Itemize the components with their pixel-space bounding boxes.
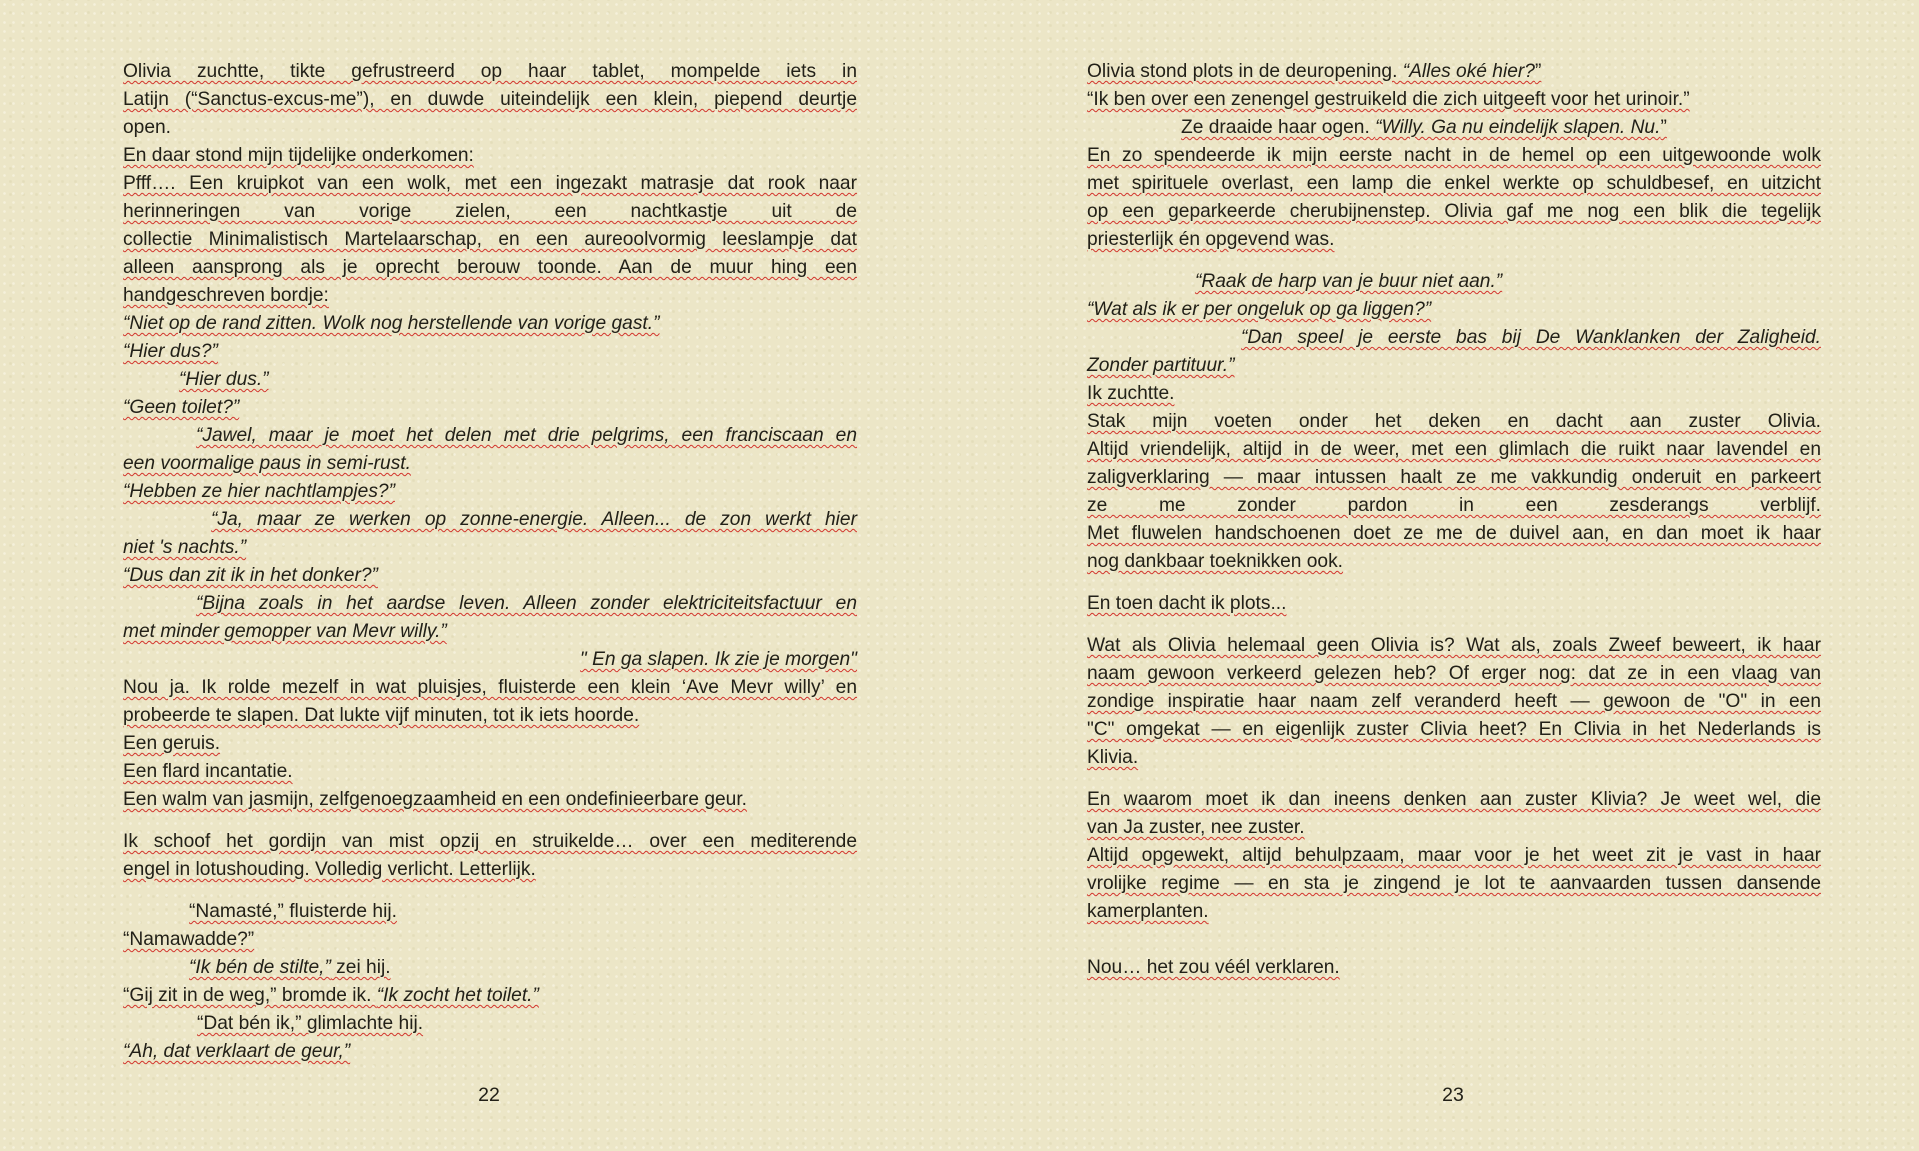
text-line: alleen aansprong als je oprecht berouw toonde. Aan de muur hing een bbox=[123, 257, 857, 278]
text-line: Olivia zuchtte, tikte gefrustreerd op haar tablet, mompelde iets in bbox=[123, 61, 857, 82]
text-line: Altijd opgewekt, altijd behulpzaam, maar voor je het weet zit je vast in haar bbox=[1087, 845, 1821, 866]
text-fragment: “Gij zit in de weg,” bromde ik. bbox=[123, 985, 377, 1006]
text-line: open. bbox=[123, 117, 172, 138]
text-line: “Niet op de rand zitten. Wolk nog herstellende van vorige gast.” bbox=[123, 313, 660, 334]
text-fragment: ” bbox=[1660, 117, 1667, 138]
text-line: kamerplanten. bbox=[1087, 901, 1209, 922]
text-line: Latijn (“Sanctus-excus-me”), en duwde uiteindelijk een klein, piepend deurtje bbox=[123, 89, 857, 110]
paragraph-gap bbox=[1087, 926, 1821, 940]
text-line: handgeschreven bordje: bbox=[123, 285, 329, 306]
text-line: " En ga slapen. Ik zie je morgen" bbox=[579, 649, 857, 670]
text-line: engel in lotushouding. Volledig verlicht. Letterlijk. bbox=[123, 859, 536, 880]
text-line: herinneringen van vorige zielen, een nachtkastje uit de bbox=[123, 201, 857, 222]
text-line bbox=[1087, 58, 1821, 86]
text-line: En toen dacht ik plots... bbox=[1087, 593, 1287, 614]
text-line: Klivia. bbox=[1087, 747, 1139, 768]
text-line: Een flard incantatie. bbox=[123, 761, 293, 782]
text-line: Ik zuchtte. bbox=[1087, 383, 1175, 404]
paragraph-gap bbox=[1087, 940, 1821, 954]
page-number: 22 bbox=[478, 1084, 500, 1106]
text-line: “Dus dan zit ik in het donker?” bbox=[123, 565, 378, 586]
text-line: niet 's nachts.” bbox=[123, 537, 247, 558]
text-line: “Namasté,” fluisterde hij. bbox=[189, 901, 397, 922]
text-fragment: “Willy. Ga nu eindelijk slapen. Nu. bbox=[1375, 117, 1661, 138]
text-line: met spirituele overlast, een lamp die enkel werkte op schuldbesef, en uitzicht bbox=[1087, 173, 1821, 194]
text-line: Ik schoof het gordijn van mist opzij en struikelde… over een mediterende bbox=[123, 831, 857, 852]
text-line: collectie Minimalistisch Martelaarschap, en een aureoolvormig leeslampje dat bbox=[123, 229, 857, 250]
text-fragment: “Ik bén de stilte,” bbox=[189, 957, 331, 978]
text-line: “Ja, maar ze werken op zonne-energie. Alleen... de zon werkt hier bbox=[211, 509, 857, 530]
text-line: “Ik ben over een zenengel gestruikeld die zich uitgeeft voor het urinoir.” bbox=[1087, 89, 1690, 110]
paragraph-gap bbox=[1087, 618, 1821, 632]
paragraph-gap bbox=[1087, 576, 1821, 590]
text-line: priesterlijk én opgevend was. bbox=[1087, 229, 1335, 250]
text-line: zondige inspiratie haar naam zelf veranderd heeft — gewoon de "O" in een bbox=[1087, 691, 1821, 712]
text-line: vrolijke regime — en sta je zingend je lot te aanvaarden tussen dansende bbox=[1087, 873, 1821, 894]
text-fragment: zei hij. bbox=[330, 957, 391, 978]
paragraph-gap bbox=[123, 884, 857, 898]
paragraph-gap bbox=[123, 814, 857, 828]
text-line: “Jawel, maar je moet het delen met drie pelgrims, een franciscaan en bbox=[196, 425, 857, 446]
text-line: zaligverklaring — maar intussen haalt ze me vakkundig onderuit en parkeert bbox=[1087, 467, 1821, 488]
text-line: met minder gemopper van Mevr willy.” bbox=[123, 621, 447, 642]
text-line: “Dan speel je eerste bas bij De Wanklanken der Zaligheid. bbox=[1241, 327, 1821, 348]
text-fragment: Ze draaide haar ogen. bbox=[1181, 117, 1376, 138]
text-line: En zo spendeerde ik mijn eerste nacht in de hemel op een uitgewoonde wolk bbox=[1087, 145, 1821, 166]
text-fragment: ” bbox=[1534, 61, 1542, 82]
text-line: Zonder partituur.” bbox=[1087, 355, 1235, 376]
text-line bbox=[123, 982, 857, 1010]
text-line: Nou ja. Ik rolde mezelf in wat pluisjes, fluisterde een klein ‘Ave Mevr willy’ en bbox=[123, 677, 857, 698]
text-line: “Dat bén ik,” glimlachte hij. bbox=[197, 1013, 424, 1034]
text-line: "C" omgekat — en eigenlijk zuster Clivia heet? En Clivia in het Nederlands is bbox=[1087, 719, 1821, 740]
text-fragment: Olivia stond plots in de deuropening. bbox=[1087, 61, 1403, 82]
text-line: probeerde te slapen. Dat lukte vijf minuten, tot ik iets hoorde. bbox=[123, 705, 640, 726]
text-line: “Hebben ze hier nachtlampjes?” bbox=[123, 481, 395, 502]
text-line: Met fluwelen handschoenen doet ze me de duivel aan, en dan moet ik haar bbox=[1087, 523, 1821, 544]
page-number: 23 bbox=[1442, 1084, 1464, 1106]
text-line: Een geruis. bbox=[123, 733, 221, 754]
text-line: “Namawadde?” bbox=[123, 929, 255, 950]
text-line: “Wat als ik er per ongeluk op ga liggen?” bbox=[1087, 299, 1432, 320]
text-line: naam gewoon verkeerd gelezen heb? Of erger nog: dat ze in een vlaag van bbox=[1087, 663, 1821, 684]
text-line: nog dankbaar toeknikken ook. bbox=[1087, 551, 1344, 572]
text-line: “Hier dus?” bbox=[123, 341, 218, 362]
text-line: “Ah, dat verklaart de geur,” bbox=[123, 1041, 351, 1062]
text-line: van Ja zuster, nee zuster. bbox=[1087, 817, 1305, 838]
text-line: een voormalige paus in semi-rust. bbox=[123, 453, 411, 474]
text-line bbox=[1087, 114, 1821, 142]
text-line: “Geen toilet?” bbox=[123, 397, 240, 418]
text-fragment: “Alles oké hier? bbox=[1402, 61, 1535, 82]
text-line: En waarom moet ik dan ineens denken aan zuster Klivia? Je weet wel, die bbox=[1087, 789, 1821, 810]
paragraph-gap bbox=[1087, 254, 1821, 268]
text-line: Wat als Olivia helemaal geen Olivia is? Wat als, zoals Zweef beweert, ik haar bbox=[1087, 635, 1821, 656]
text-line: “Bijna zoals in het aardse leven. Alleen zonder elektriciteitsfactuur en bbox=[196, 593, 857, 614]
text-line: ze me zonder pardon in een zesderangs verblijf. bbox=[1087, 495, 1821, 516]
text-line: Stak mijn voeten onder het deken en dacht aan zuster Olivia. bbox=[1087, 411, 1821, 432]
left-page bbox=[123, 58, 857, 1066]
text-line: “Hier dus.” bbox=[179, 369, 269, 390]
text-line: Een walm van jasmijn, zelfgenoegzaamheid en een ondefinieerbare geur. bbox=[123, 789, 747, 810]
right-page bbox=[1087, 58, 1821, 982]
text-line: Pfff…. Een kruipkot van een wolk, met een ingezakt matrasje dat rook naar bbox=[123, 173, 857, 194]
text-line: Altijd vriendelijk, altijd in de weer, met een glimlach die ruikt naar lavendel en bbox=[1087, 439, 1821, 460]
text-line: “Raak de harp van je buur niet aan.” bbox=[1195, 271, 1503, 292]
text-line: En daar stond mijn tijdelijke onderkomen: bbox=[123, 145, 474, 166]
text-line bbox=[123, 954, 857, 982]
text-line: op een geparkeerde cherubijnenstep. Olivia gaf me nog een blik die tegelijk bbox=[1087, 201, 1821, 222]
text-fragment: “Ik zocht het toilet.” bbox=[376, 985, 539, 1006]
paragraph-gap bbox=[1087, 772, 1821, 786]
text-line: Nou… het zou véél verklaren. bbox=[1087, 957, 1340, 978]
